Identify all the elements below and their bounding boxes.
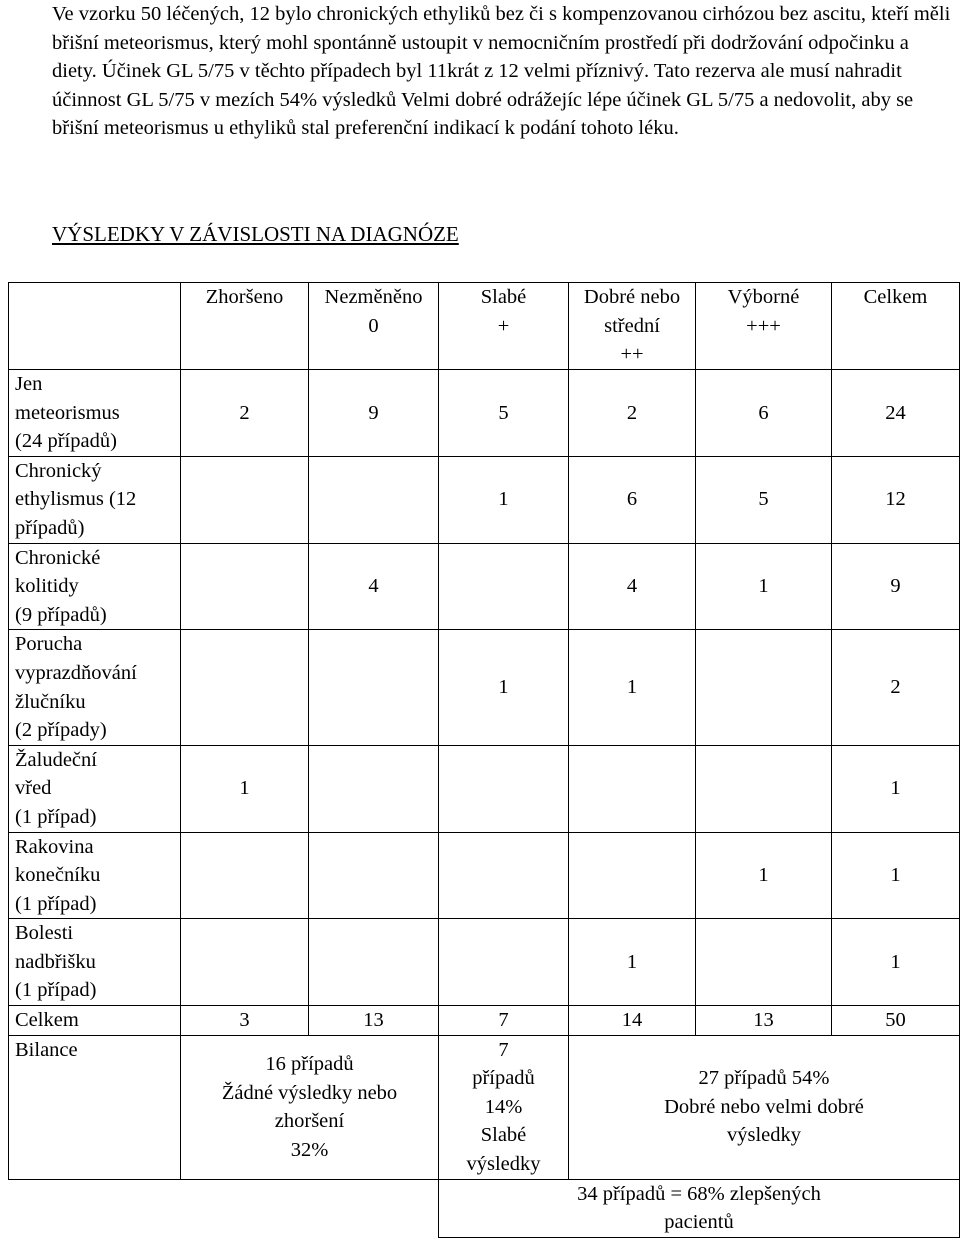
data-cell <box>181 630 309 745</box>
header-cell: Zhoršeno <box>181 283 309 370</box>
data-cell <box>309 745 439 832</box>
data-cell: 1 <box>832 745 960 832</box>
data-cell: 6 <box>569 456 696 543</box>
data-cell <box>181 919 309 1006</box>
total-cell: 13 <box>696 1006 832 1036</box>
data-cell: 1 <box>439 456 569 543</box>
total-cell: 7 <box>439 1006 569 1036</box>
row-label: Chronické kolitidy (9 případů) <box>9 543 181 630</box>
section-heading: VÝSLEDKY V ZÁVISLOSTI NA DIAGNÓZE <box>52 222 459 246</box>
table-row <box>9 745 960 832</box>
empty-cell <box>9 1179 181 1237</box>
data-cell <box>181 456 309 543</box>
bilance-worse: 16 případů Žádné výsledky nebo zhoršení 32% <box>181 1035 439 1179</box>
data-cell <box>439 919 569 1006</box>
data-cell: 1 <box>569 630 696 745</box>
data-cell <box>439 543 569 630</box>
data-cell: 6 <box>696 370 832 457</box>
intro-paragraph: Ve vzorku 50 léčených, 12 bylo chronických ethyliků bez či s kompenzovanou cirhózou bez ascitu, kteří měli břišní meteorismus, který mohl spontánně ustoupit v nemocničním prostředí při dodržování odpočinku a diety. Účinek GL 5/75 v těchto případech byl 11krát z 12 velmi příznivý. Tato rezerva ale musí nahradit účinnost GL 5/75 v mezích 54% výsledků Velmi dobré odrážejíc lépe účinek GL 5/75 a nedovolit, aby se břišní meteorismus u ethyliků stal preferenční indikací k podání tohoto léku. <box>52 3 951 140</box>
data-cell: 24 <box>832 370 960 457</box>
data-cell: 5 <box>696 456 832 543</box>
results-table <box>8 282 960 1238</box>
total-cell: 14 <box>569 1006 696 1036</box>
data-cell: 4 <box>309 543 439 630</box>
data-cell: 1 <box>696 832 832 919</box>
total-row <box>9 1006 960 1036</box>
total-cell: 13 <box>309 1006 439 1036</box>
table-row <box>9 370 960 457</box>
bilance-good: 27 případů 54% Dobré nebo velmi dobré výsledky <box>569 1035 960 1179</box>
data-cell: 9 <box>832 543 960 630</box>
data-cell: 4 <box>569 543 696 630</box>
header-row <box>9 283 960 370</box>
row-label: Rakovina konečníku (1 případ) <box>9 832 181 919</box>
data-cell: 2 <box>181 370 309 457</box>
data-cell <box>696 919 832 1006</box>
data-cell: 1 <box>832 919 960 1006</box>
row-label: Žaludeční vřed (1 případ) <box>9 745 181 832</box>
data-cell <box>439 745 569 832</box>
table-row <box>9 919 960 1006</box>
bilance-weak: 7 případů 14% Slabé výsledky <box>439 1035 569 1179</box>
row-label: Porucha vyprazdňování žlučníku (2 případy) <box>9 630 181 745</box>
data-cell <box>696 630 832 745</box>
data-cell: 2 <box>569 370 696 457</box>
data-cell: 1 <box>696 543 832 630</box>
total-cell: 3 <box>181 1006 309 1036</box>
data-cell <box>309 919 439 1006</box>
data-cell: 2 <box>832 630 960 745</box>
bilance-improved: 34 případů = 68% zlepšených pacientů <box>439 1179 960 1237</box>
data-cell: 1 <box>832 832 960 919</box>
table-row <box>9 832 960 919</box>
empty-cell <box>181 1179 309 1237</box>
improved-row <box>9 1179 960 1237</box>
bilance-label: Bilance <box>9 1035 181 1179</box>
empty-cell <box>309 1179 439 1237</box>
data-cell <box>309 832 439 919</box>
data-cell <box>309 630 439 745</box>
data-cell: 9 <box>309 370 439 457</box>
table-row <box>9 456 960 543</box>
data-cell <box>181 832 309 919</box>
row-label: Jen meteorismus (24 případů) <box>9 370 181 457</box>
corner-cell <box>9 283 181 370</box>
header-cell: Výborné +++ <box>696 283 832 370</box>
data-cell: 1 <box>439 630 569 745</box>
row-label: Bolesti nadbřišku (1 případ) <box>9 919 181 1006</box>
table-row <box>9 630 960 745</box>
data-cell <box>569 745 696 832</box>
header-cell: Slabé + <box>439 283 569 370</box>
data-cell <box>569 832 696 919</box>
header-cell: Celkem <box>832 283 960 370</box>
data-cell: 12 <box>832 456 960 543</box>
data-cell: 1 <box>569 919 696 1006</box>
data-cell: 5 <box>439 370 569 457</box>
total-label: Celkem <box>9 1006 181 1036</box>
data-cell: 1 <box>181 745 309 832</box>
data-cell <box>309 456 439 543</box>
total-cell: 50 <box>832 1006 960 1036</box>
bilance-row <box>9 1035 960 1179</box>
header-cell: Dobré nebo střední ++ <box>569 283 696 370</box>
table-row <box>9 543 960 630</box>
data-cell <box>696 745 832 832</box>
data-cell <box>439 832 569 919</box>
header-cell: Nezměněno 0 <box>309 283 439 370</box>
row-label: Chronický ethylismus (12 případů) <box>9 456 181 543</box>
data-cell <box>181 543 309 630</box>
